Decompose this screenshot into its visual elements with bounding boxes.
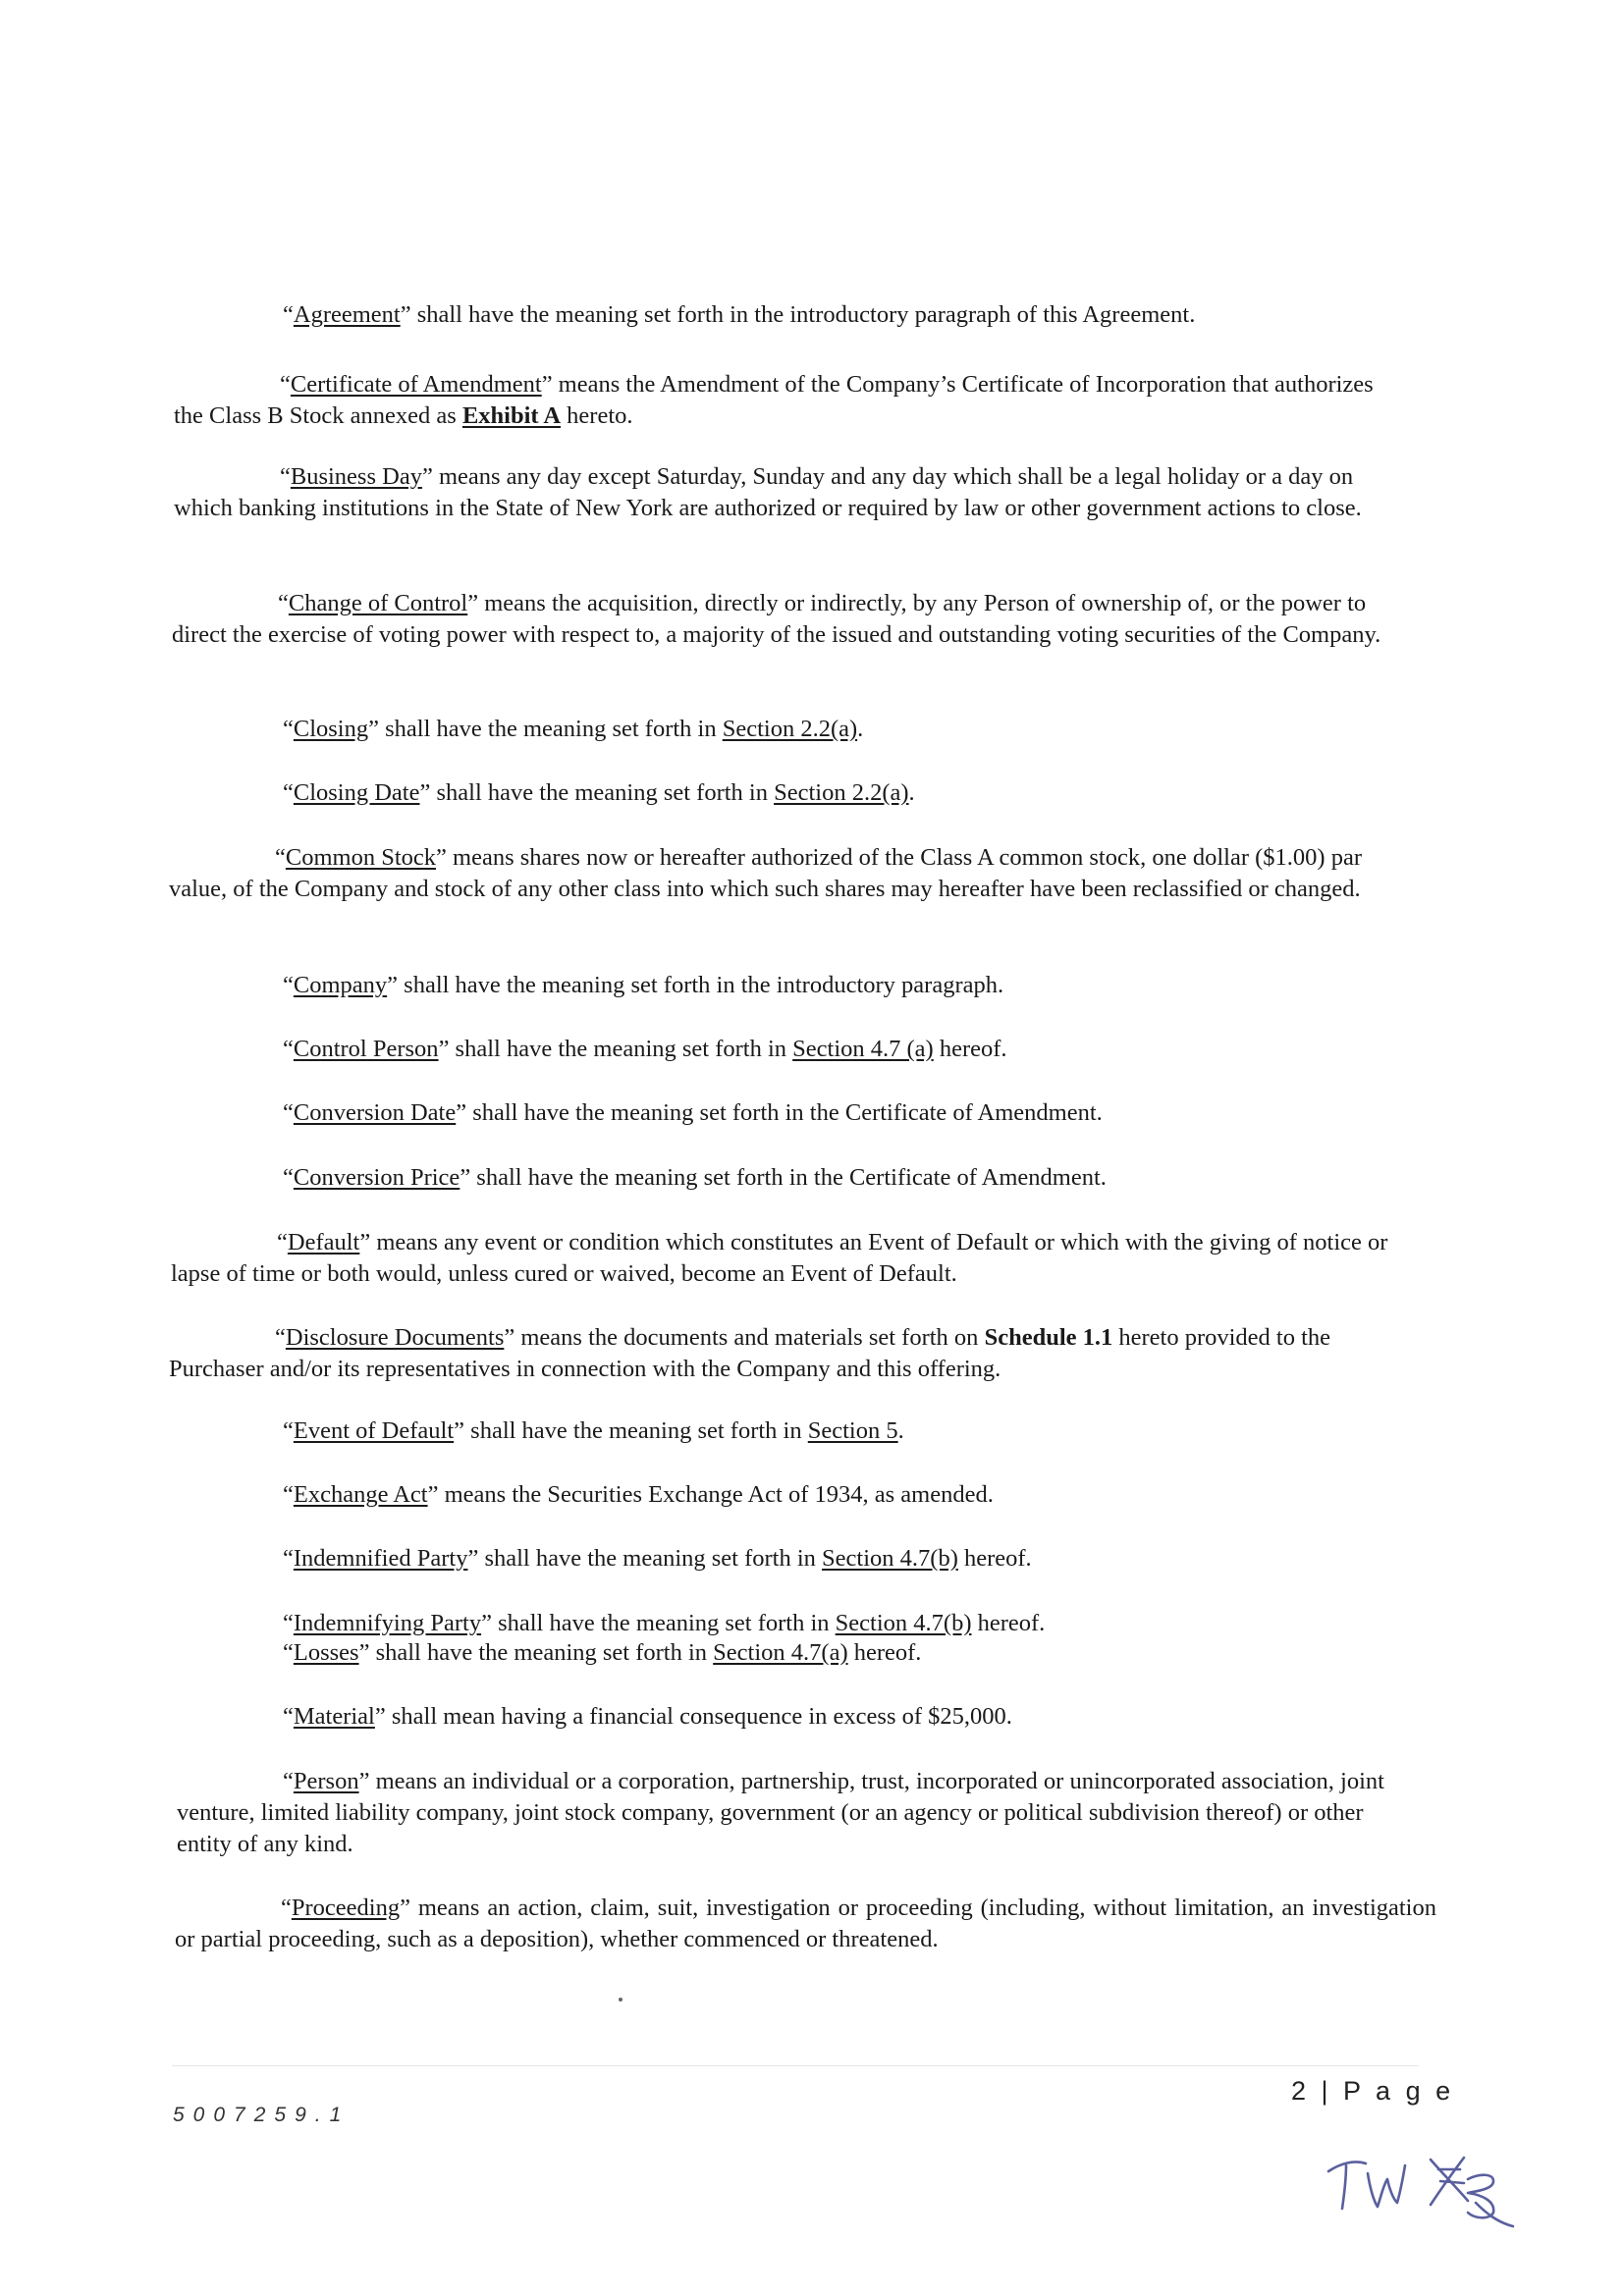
footer-divider: [172, 2065, 1419, 2066]
definition-losses: “Losses” shall have the meaning set forth in Section 4.7(a) hereof.: [283, 1639, 922, 1666]
definition-material: “Material” shall mean having a financial consequence in excess of $25,000.: [283, 1703, 1012, 1730]
handwritten-initials: [1321, 2130, 1546, 2238]
definition-common-stock: “Common Stock” means shares now or hereafter authorized of the Class A common stock, one dollar ($1.00) par value, of the Company and stock of any other class into which such shares may hereafter have been reclassified or changed.: [169, 844, 1362, 902]
definition-agreement: “Agreement” shall have the meaning set forth in the introductory paragraph of this Agreement.: [283, 301, 1196, 328]
term-indemnifying-party: Indemnifying Party: [293, 1610, 482, 1636]
term-person: Person: [293, 1768, 359, 1794]
definition-closing-date: “Closing Date” shall have the meaning set forth in Section 2.2(a).: [283, 779, 915, 806]
definition-disclosure-documents: “Disclosure Documents” means the documents and materials set forth on Schedule 1.1 hereto provided to the Purchaser and/or its representatives in connection with the Company and this offering.: [169, 1324, 1331, 1382]
term-disclosure-documents: Disclosure Documents: [285, 1324, 505, 1351]
term-company: Company: [293, 972, 388, 998]
term-change-of-control: Change of Control: [288, 590, 468, 616]
ref-section-4-7b: Section 4.7(b): [822, 1545, 958, 1572]
definition-closing: “Closing” shall have the meaning set forth in Section 2.2(a).: [283, 716, 864, 742]
definition-default: “Default” means any event or condition which constitutes an Event of Default or which with the giving of notice or lapse of time or both would, unless cured or waived, become an Event of Default.: [171, 1229, 1388, 1287]
definition-indemnifying-party: “Indemnifying Party” shall have the meaning set forth in Section 4.7(b) hereof.: [283, 1610, 1046, 1636]
term-conversion-date: Conversion Date: [293, 1099, 457, 1126]
term-default: Default: [287, 1229, 360, 1255]
ref-section-2-2a-2: Section 2.2(a): [774, 779, 909, 806]
term-control-person: Control Person: [293, 1036, 439, 1062]
term-event-of-default: Event of Default: [293, 1417, 455, 1444]
term-conversion-price: Conversion Price: [293, 1164, 460, 1191]
term-closing-date: Closing Date: [293, 779, 420, 806]
term-closing: Closing: [293, 716, 369, 742]
ref-section-2-2a: Section 2.2(a): [722, 716, 858, 742]
definition-conversion-price: “Conversion Price” shall have the meaning set forth in the Certificate of Amendment.: [283, 1164, 1107, 1191]
definition-company: “Company” shall have the meaning set forth in the introductory paragraph.: [283, 972, 1004, 998]
page-number: 2 | P a g e: [1291, 2076, 1455, 2106]
term-indemnified-party: Indemnified Party: [293, 1545, 468, 1572]
ref-section-5: Section 5: [807, 1417, 898, 1444]
ref-section-4-7a: Section 4.7 (a): [792, 1036, 934, 1062]
ref-exhibit-a: Exhibit A: [461, 402, 562, 429]
definition-control-person: “Control Person” shall have the meaning set forth in Section 4.7 (a) hereof.: [283, 1036, 1007, 1062]
term-losses: Losses: [293, 1639, 359, 1666]
term-business-day: Business Day: [290, 463, 422, 490]
term-common-stock: Common Stock: [285, 844, 437, 871]
ref-section-4-7a-2: Section 4.7(a): [713, 1639, 848, 1666]
term-exchange-act: Exchange Act: [293, 1481, 428, 1508]
ref-section-4-7b-2: Section 4.7(b): [835, 1610, 972, 1636]
definition-indemnified-party: “Indemnified Party” shall have the meaning set forth in Section 4.7(b) hereof.: [283, 1545, 1032, 1572]
definition-change-of-control: “Change of Control” means the acquisition, directly or indirectly, by any Person of ownership of, or the power to direct the exercise of voting power with respect to, a majority of the issued and outstanding voting securities of the Company.: [172, 590, 1381, 648]
document-id: 5007259.1: [173, 2104, 351, 2126]
definition-event-of-default: “Event of Default” shall have the meaning set forth in Section 5.: [283, 1417, 904, 1444]
definition-business-day: “Business Day” means any day except Saturday, Sunday and any day which shall be a legal holiday or a day on which banking institutions in the State of New York are authorized or required by law or other government actions to close.: [174, 463, 1362, 521]
scan-speck: [619, 1998, 622, 2002]
definition-exchange-act: “Exchange Act” means the Securities Exchange Act of 1934, as amended.: [283, 1481, 994, 1508]
term-proceeding: Proceeding: [291, 1895, 401, 1921]
term-certificate-of-amendment: Certificate of Amendment: [290, 371, 542, 398]
definition-certificate-of-amendment: “Certificate of Amendment” means the Amendment of the Company’s Certificate of Incorporation that authorizes the Class B Stock annexed as Exhibit A hereto.: [174, 371, 1374, 429]
ref-schedule-1-1: Schedule 1.1: [984, 1324, 1113, 1351]
definition-person: “Person” means an individual or a corporation, partnership, trust, incorporated or unincorporated association, joint venture, limited liability company, joint stock company, government (or an agency or political subdivision thereof) or other entity of any kind.: [177, 1768, 1384, 1857]
definition-proceeding: “Proceeding” means an action, claim, suit, investigation or proceeding (including, without limitation, an investigation or partial proceeding, such as a deposition), whether commenced or threatened.: [175, 1895, 1436, 1952]
definition-conversion-date: “Conversion Date” shall have the meaning set forth in the Certificate of Amendment.: [283, 1099, 1103, 1126]
term-material: Material: [293, 1703, 375, 1730]
term-agreement: Agreement: [293, 301, 401, 328]
